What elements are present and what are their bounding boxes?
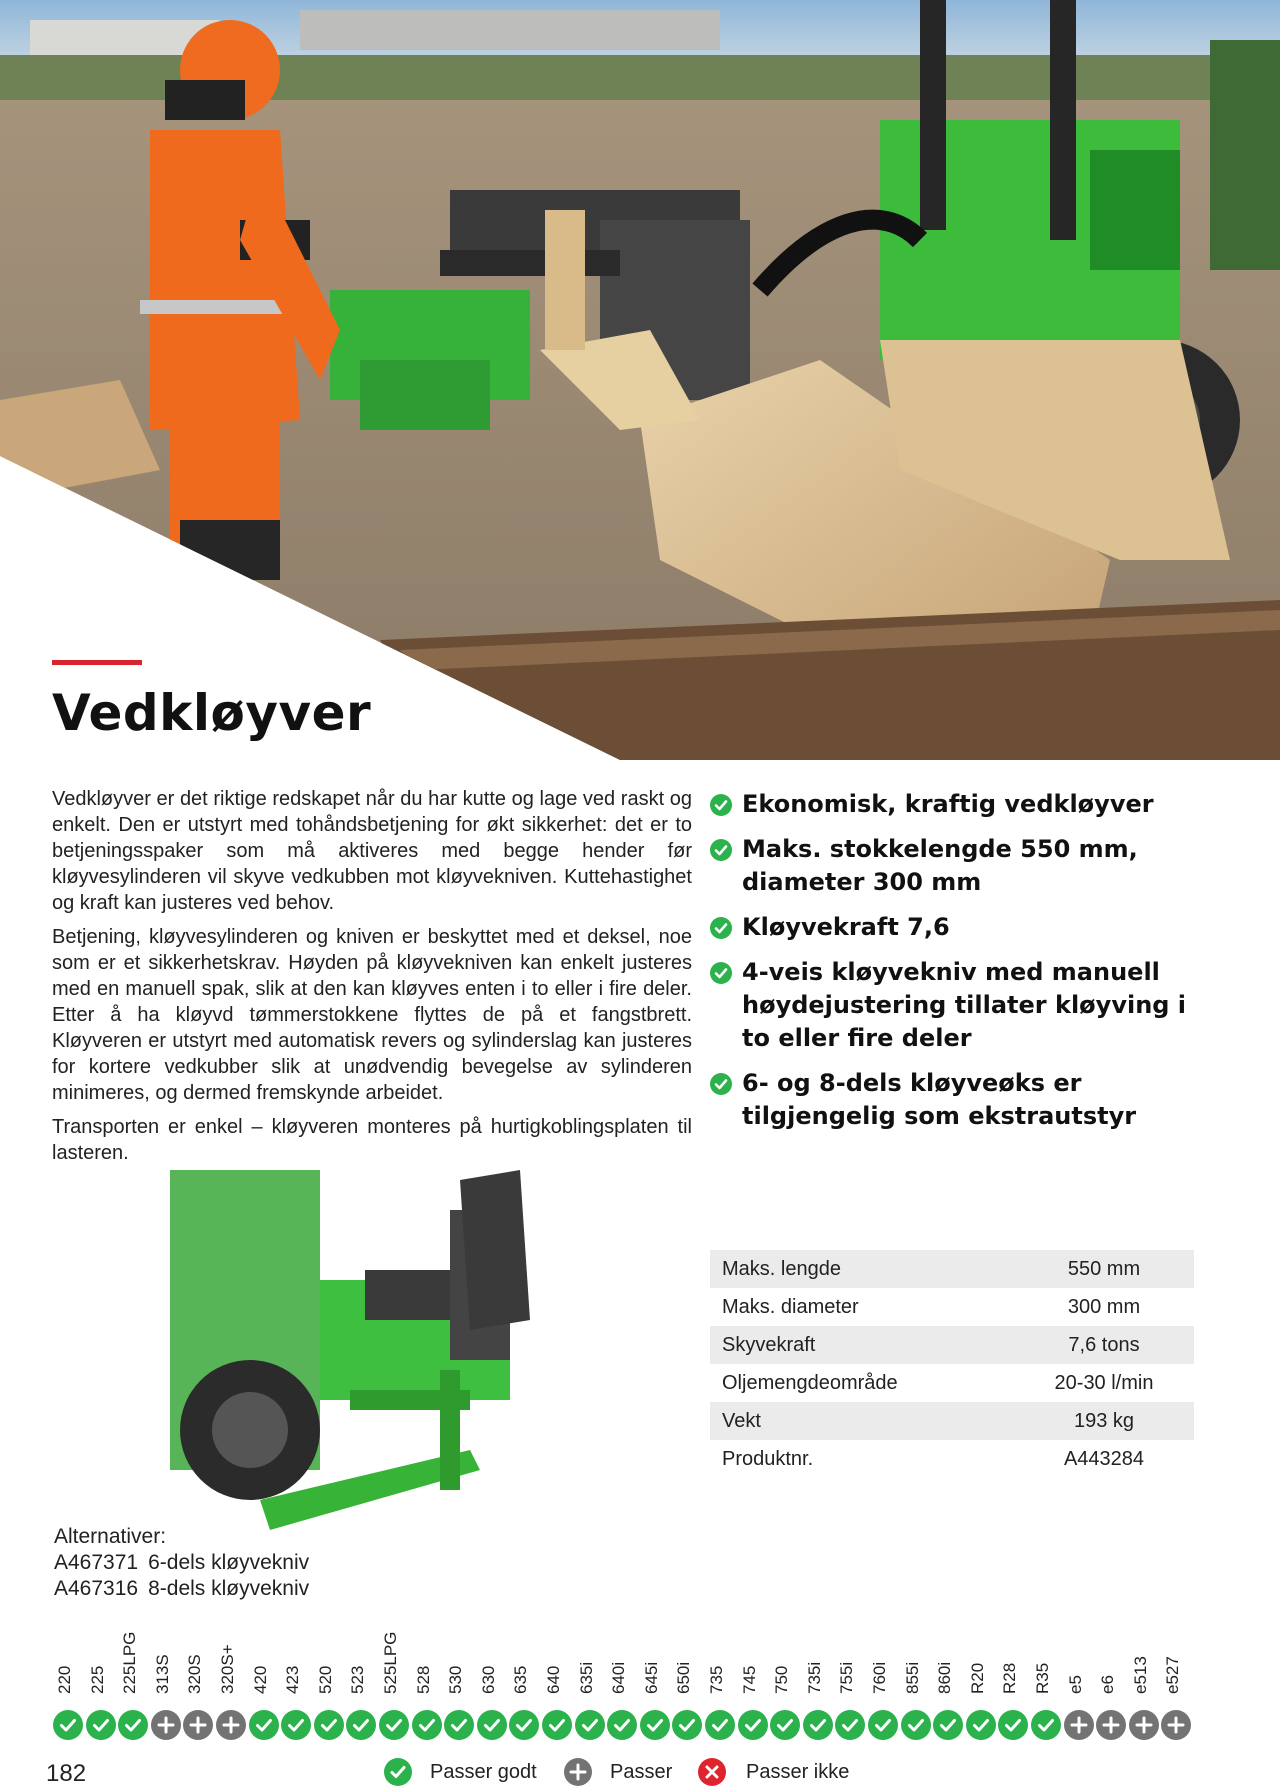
model-label: 225LPG <box>120 1631 140 1694</box>
check-circle-icon <box>933 1710 963 1740</box>
model-label: e5 <box>1065 1675 1085 1694</box>
model-label: 525LPG <box>381 1631 400 1694</box>
model-label: 735i <box>804 1661 824 1694</box>
plus-circle-icon <box>216 1710 246 1740</box>
spec-row <box>710 1250 1194 1288</box>
model-label: 630 <box>478 1665 498 1694</box>
model-column <box>671 1610 703 1760</box>
model-column <box>345 1610 377 1760</box>
check-circle-icon <box>384 1758 412 1786</box>
legend-label: Passer godt <box>430 1761 537 1783</box>
model-label: 423 <box>283 1665 303 1694</box>
model-column <box>150 1610 182 1760</box>
model-label: 530 <box>446 1665 466 1694</box>
model-label: 225 <box>87 1665 107 1694</box>
check-circle-icon <box>640 1710 670 1740</box>
spec-row <box>710 1402 1194 1440</box>
feature-text: 6- og 8-dels kløyveøks er tilgjengelig som ekstrautstyr <box>742 1069 1137 1130</box>
spec-row <box>710 1288 1194 1326</box>
feature-text: Maks. stokkelengde 550 mm, diameter 300 mm <box>742 835 1138 896</box>
cross-circle-icon <box>698 1758 726 1786</box>
model-label: 635 <box>511 1665 531 1694</box>
model-label: 640i <box>609 1661 629 1694</box>
check-circle-icon <box>738 1710 768 1740</box>
model-column <box>117 1610 149 1760</box>
check-circle-icon <box>770 1710 800 1740</box>
check-circle-icon <box>346 1710 376 1740</box>
alternative-code: A467316 <box>54 1577 139 1600</box>
check-circle-icon <box>710 917 732 939</box>
model-label: 635i <box>576 1661 596 1694</box>
check-circle-icon <box>444 1710 474 1740</box>
model-label: 760i <box>870 1661 889 1694</box>
model-label: 320S+ <box>218 1644 237 1694</box>
plus-circle-icon <box>183 1710 213 1740</box>
spec-value: 193 kg <box>1014 1402 1194 1440</box>
plus-circle-icon <box>564 1758 592 1786</box>
check-circle-icon <box>509 1710 539 1740</box>
check-circle-icon <box>710 962 732 984</box>
check-circle-icon <box>835 1710 865 1740</box>
check-circle-icon <box>901 1710 931 1740</box>
feature-item <box>710 1067 1190 1133</box>
description <box>52 786 692 1174</box>
model-column <box>704 1610 736 1760</box>
model-label: e6 <box>1098 1675 1118 1694</box>
feature-item <box>710 956 1190 1055</box>
model-column <box>965 1610 997 1760</box>
model-column <box>769 1610 801 1760</box>
model-label: 735 <box>707 1665 726 1694</box>
check-circle-icon <box>672 1710 702 1740</box>
plus-circle-icon <box>1064 1710 1094 1740</box>
model-column <box>1160 1610 1192 1760</box>
model-label: e527 <box>1163 1656 1183 1694</box>
spec-value: A443284 <box>1063 1447 1145 1470</box>
feature-text: 4-veis kløyvekniv med manuell høydejustering tillater kløyving i to eller fire deler <box>742 958 1187 1052</box>
alternative-name: 8-dels kløyvekniv <box>148 1577 310 1600</box>
check-circle-icon <box>705 1710 735 1740</box>
model-label: R20 <box>967 1662 987 1694</box>
model-label: 520 <box>315 1665 335 1694</box>
feature-list <box>710 788 1190 1145</box>
accent-line <box>52 660 142 665</box>
model-column <box>932 1610 964 1760</box>
plus-circle-icon <box>151 1710 181 1740</box>
check-circle-icon <box>710 794 732 816</box>
page-title: Vedkløyver <box>52 684 372 742</box>
spec-value: 20-30 l/min <box>1054 1371 1154 1394</box>
model-label: 420 <box>250 1665 270 1694</box>
spec-label: Oljemengdeområde <box>722 1371 898 1394</box>
model-column <box>443 1610 475 1760</box>
plus-circle-icon <box>1161 1710 1191 1740</box>
model-column <box>541 1610 573 1760</box>
check-circle-icon <box>966 1710 996 1740</box>
model-column <box>85 1610 117 1760</box>
model-label: 640 <box>544 1665 563 1694</box>
model-label: 313S <box>152 1654 172 1694</box>
model-label: 860i <box>935 1661 955 1694</box>
check-circle-icon <box>575 1710 605 1740</box>
check-circle-icon <box>281 1710 311 1740</box>
check-circle-icon <box>412 1710 442 1740</box>
description-paragraph: Vedkløyver er det riktige redskapet når du har kutte og lage ved raskt og enkelt. Den er utstyrt med tohåndsbetjening for økt sikkerhet: det er to betjeningsspaker som må aktiveres med begge hender før kløyvesylinderen vil skyve vedkubben mot kløyvekniven. Kuttehastighet og kraft kan justeres ved behov. <box>52 788 692 914</box>
model-label: 650i <box>674 1661 694 1694</box>
spec-label: Vekt <box>710 1402 1014 1440</box>
spec-value: 300 mm <box>1067 1295 1141 1318</box>
check-circle-icon <box>53 1710 83 1740</box>
feature-text: Kløyvekraft 7,6 <box>742 913 950 941</box>
check-circle-icon <box>868 1710 898 1740</box>
model-column <box>411 1610 443 1760</box>
compatibility-strip <box>52 1610 1196 1760</box>
legend-label: Passer ikke <box>746 1761 850 1783</box>
model-column <box>1063 1610 1095 1760</box>
model-column <box>476 1610 508 1760</box>
spec-label: Produktnr. <box>722 1447 814 1470</box>
check-circle-icon <box>118 1710 148 1740</box>
check-circle-icon <box>1031 1710 1061 1740</box>
spec-label: Maks. diameter <box>722 1295 859 1318</box>
model-label: R35 <box>1033 1662 1052 1694</box>
feature-item <box>710 911 1190 944</box>
spec-row <box>710 1326 1194 1364</box>
page-number: 182 <box>46 1760 87 1787</box>
check-circle-icon <box>542 1710 572 1740</box>
check-circle-icon <box>477 1710 507 1740</box>
check-circle-icon <box>710 1073 732 1095</box>
model-label: 645i <box>641 1661 661 1694</box>
model-column <box>574 1610 606 1760</box>
model-label: R28 <box>1000 1662 1020 1694</box>
alternative-name: 6-dels kløyvekniv <box>148 1551 310 1574</box>
legend-label: Passer <box>610 1761 673 1783</box>
plus-circle-icon <box>1129 1710 1159 1740</box>
check-circle-icon <box>607 1710 637 1740</box>
model-column <box>280 1610 312 1760</box>
model-column <box>1095 1610 1127 1760</box>
model-label: 320S <box>185 1654 205 1694</box>
spec-value: 550 mm <box>1014 1250 1194 1288</box>
model-column <box>508 1610 540 1760</box>
model-label: 523 <box>348 1665 368 1694</box>
alternatives-heading: Alternativer: <box>54 1525 167 1548</box>
hero-photo <box>0 0 1280 760</box>
model-column <box>182 1610 214 1760</box>
model-label: 750 <box>772 1665 792 1694</box>
model-column <box>215 1610 247 1760</box>
check-circle-icon <box>803 1710 833 1740</box>
alternative-item <box>54 1550 309 1576</box>
check-circle-icon <box>249 1710 279 1740</box>
model-column <box>378 1610 410 1760</box>
model-column <box>867 1610 899 1760</box>
model-column <box>606 1610 638 1760</box>
feature-item <box>710 833 1190 899</box>
model-label: 528 <box>413 1665 433 1694</box>
model-column <box>834 1610 866 1760</box>
model-column <box>313 1610 345 1760</box>
check-circle-icon <box>710 839 732 861</box>
model-column <box>639 1610 671 1760</box>
feature-text: Ekonomisk, kraftig vedkløyver <box>742 790 1154 818</box>
model-column <box>52 1610 84 1760</box>
model-column <box>900 1610 932 1760</box>
model-column <box>248 1610 280 1760</box>
check-circle-icon <box>86 1710 116 1740</box>
model-label: 220 <box>55 1665 74 1694</box>
model-column <box>802 1610 834 1760</box>
description-paragraph: Betjening, kløyvesylinderen og kniven er beskyttet med et deksel, noe som er et sikkerhetskrav. Høyden på kløyvekniven kan enkelt justeres med en manuell spak, slik at den kan kløyves enten i to eller i fire deler. Etter å ha kløyvd tømmerstokkene flyttes de på et fangstbrett. Kløyveren er utstyrt med automatisk revers og sylinderslag kan justeres for kortere vedkubber slik at unødvendig bevegelse av sylinderen minimeres, og dermed fremskynde arbeidet. <box>52 926 692 1104</box>
model-column <box>737 1610 769 1760</box>
alternatives <box>54 1524 309 1602</box>
model-column <box>1030 1610 1062 1760</box>
spec-value: 7,6 tons <box>1014 1326 1194 1364</box>
plus-circle-icon <box>1096 1710 1126 1740</box>
description-paragraph: Transporten er enkel – kløyveren monteres på hurtigkoblingsplaten til lasteren. <box>52 1116 692 1164</box>
spec-label: Skyvekraft <box>710 1326 1014 1364</box>
spec-label: Maks. lengde <box>710 1250 1014 1288</box>
product-image <box>170 1170 590 1550</box>
model-label: 755i <box>837 1661 857 1694</box>
alternative-code: A467371 <box>54 1551 139 1574</box>
model-column <box>1128 1610 1160 1760</box>
spec-row <box>710 1364 1194 1402</box>
feature-item <box>710 788 1190 821</box>
model-label: 855i <box>902 1661 922 1694</box>
model-label: e513 <box>1130 1656 1150 1694</box>
model-column <box>997 1610 1029 1760</box>
check-circle-icon <box>314 1710 344 1740</box>
check-circle-icon <box>998 1710 1028 1740</box>
spec-table <box>710 1250 1194 1478</box>
model-label: 745 <box>739 1665 759 1694</box>
spec-row <box>710 1440 1194 1478</box>
check-circle-icon <box>379 1710 409 1740</box>
